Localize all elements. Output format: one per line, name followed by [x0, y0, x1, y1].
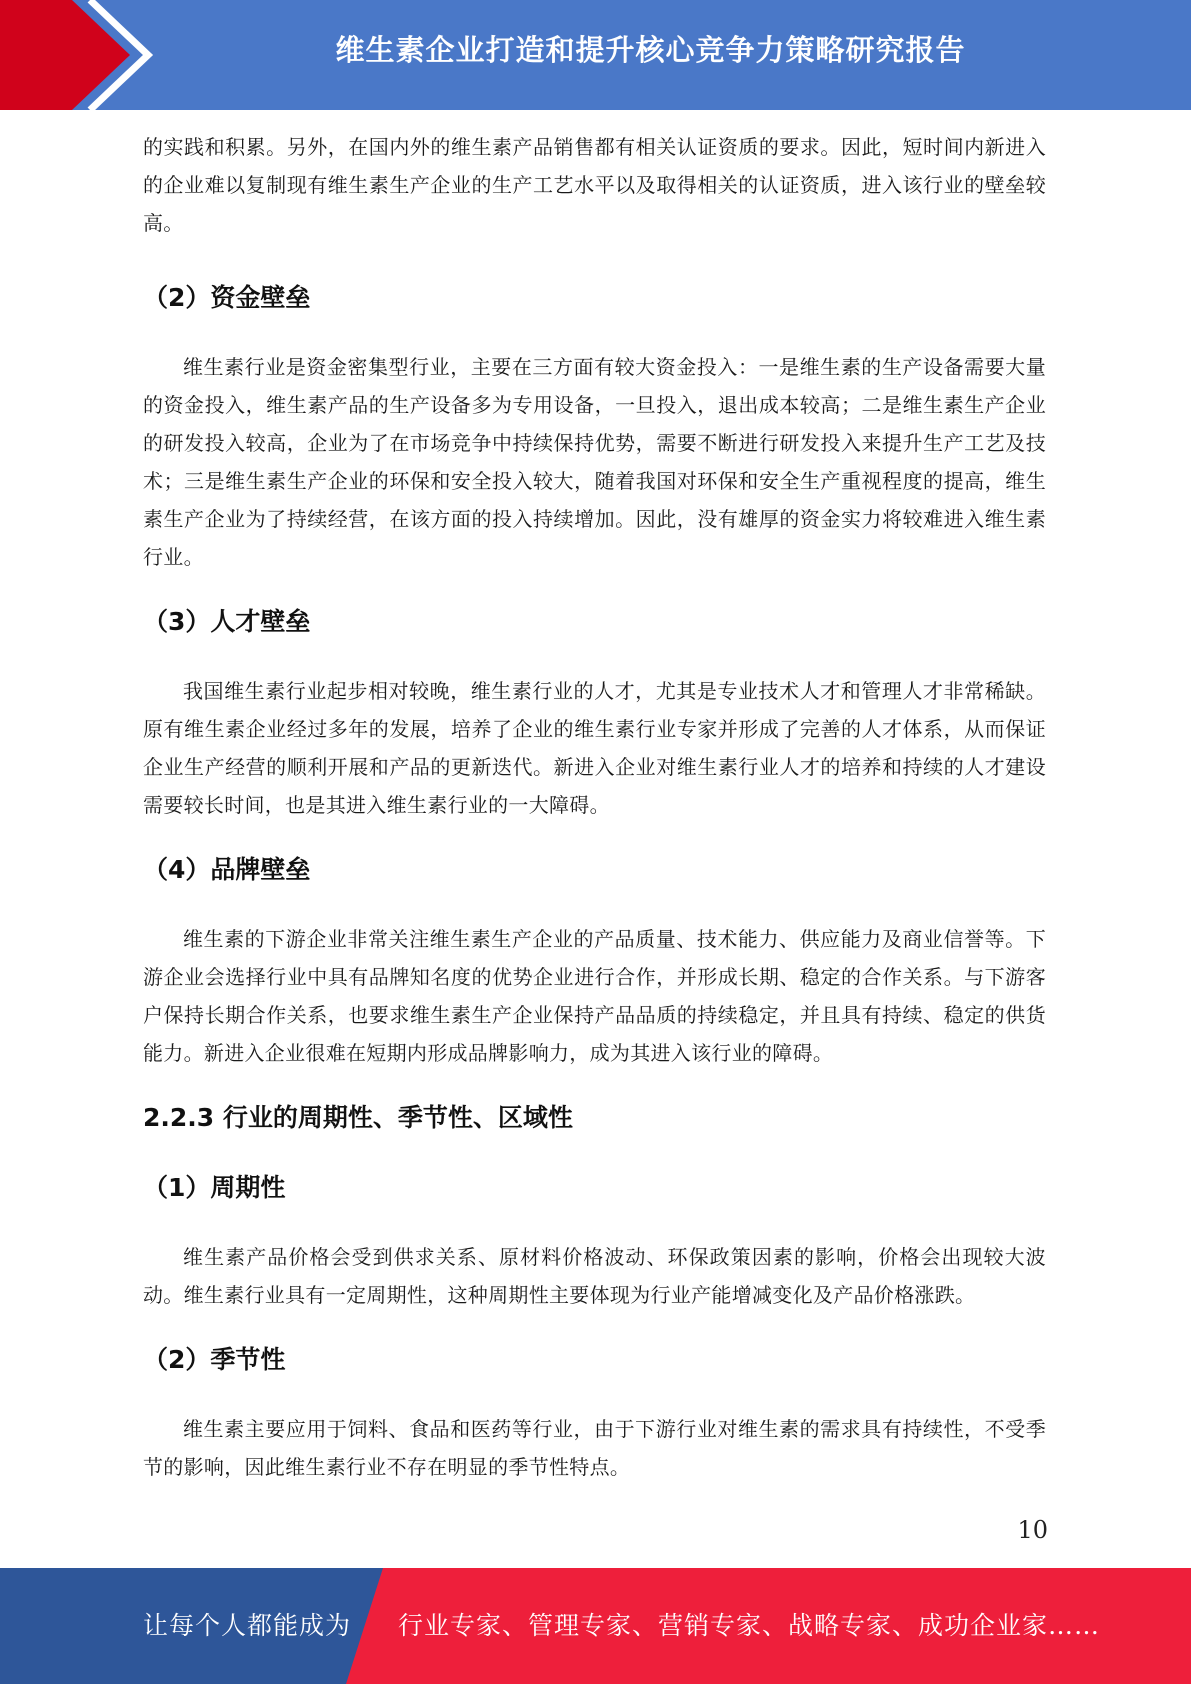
heading-brand-barrier: （4）品牌壁垒 [143, 855, 311, 884]
paragraph-cyclicality: 维生素产品价格会受到供求关系、原材料价格波动、环保政策因素的影响，价格会出现较大波动。维生素行业具有一定周期性，这种周期性主要体现为行业产能增减变化及产品价格涨跌。 [143, 1245, 1046, 1307]
footer-slogan-left: 让每个人都能成为 [143, 1611, 352, 1640]
heading-seasonality: （2）季节性 [143, 1345, 286, 1374]
paragraph-capital-barrier: 维生素行业是资金密集型行业，主要在三方面有较大资金投入：一是维生素的生产设备需要大量的资金投入，维生素产品的生产设备多为专用设备，一旦投入，退出成本较高；二是维生素生产企业的研发投入较高，企业为了在市场竞争中持续保持优势，需要不断进行研发投入来提升生产工艺及技术；三是维生素生产企业的环保和安全投入较大，随着我国对环保和安全生产重视程度的提高，维生素生产企业为了持续经营，在该方面的投入持续增加。因此，没有雄厚的资金实力将较难进入维生素行业。 [143, 355, 1046, 569]
footer-slogan-right: 行业专家、管理专家、营销专家、战略专家、成功企业家…… [398, 1611, 1101, 1640]
heading-talent-barrier: （3）人才壁垒 [143, 607, 311, 636]
page-number: 10 [1017, 1516, 1048, 1544]
report-title: 维生素企业打造和提升核心竞争力策略研究报告 [335, 33, 966, 67]
page-footer [0, 1568, 1191, 1684]
paragraph-brand-barrier: 维生素的下游企业非常关注维生素生产企业的产品质量、技术能力、供应能力及商业信誉等。下游企业会选择行业中具有品牌知名度的优势企业进行合作，并形成长期、稳定的合作关系。与下游客户保持长期合作关系，也要求维生素生产企业保持产品品质的持续稳定，并且具有持续、稳定的供货能力。新进入企业很难在短期内形成品牌影响力，成为其进入该行业的障碍。 [143, 927, 1046, 1065]
paragraph-seasonality: 维生素主要应用于饲料、食品和医药等行业，由于下游行业对维生素的需求具有持续性，不受季节的影响，因此维生素行业不存在明显的季节性特点。 [143, 1417, 1046, 1479]
page-header [0, 0, 1191, 110]
heading-capital-barrier: （2）资金壁垒 [143, 283, 311, 312]
paragraph-intro: 的实践和积累。另外，在国内外的维生素产品销售都有相关认证资质的要求。因此，短时间内新进入的企业难以复制现有维生素生产企业的生产工艺水平以及取得相关的认证资质，进入该行业的壁垒较高。 [143, 135, 1046, 235]
section-heading-2-2-3: 2.2.3 行业的周期性、季节性、区域性 [143, 1103, 573, 1132]
document-body [143, 128, 1046, 1486]
heading-cyclicality: （1）周期性 [143, 1173, 286, 1202]
paragraph-talent-barrier: 我国维生素行业起步相对较晚，维生素行业的人才，尤其是专业技术人才和管理人才非常稀缺。原有维生素企业经过多年的发展，培养了企业的维生素行业专家并形成了完善的人才体系，从而保证企业生产经营的顺利开展和产品的更新迭代。新进入企业对维生素行业人才的培养和持续的人才建设需要较长时间，也是其进入维生素行业的一大障碍。 [143, 679, 1046, 817]
